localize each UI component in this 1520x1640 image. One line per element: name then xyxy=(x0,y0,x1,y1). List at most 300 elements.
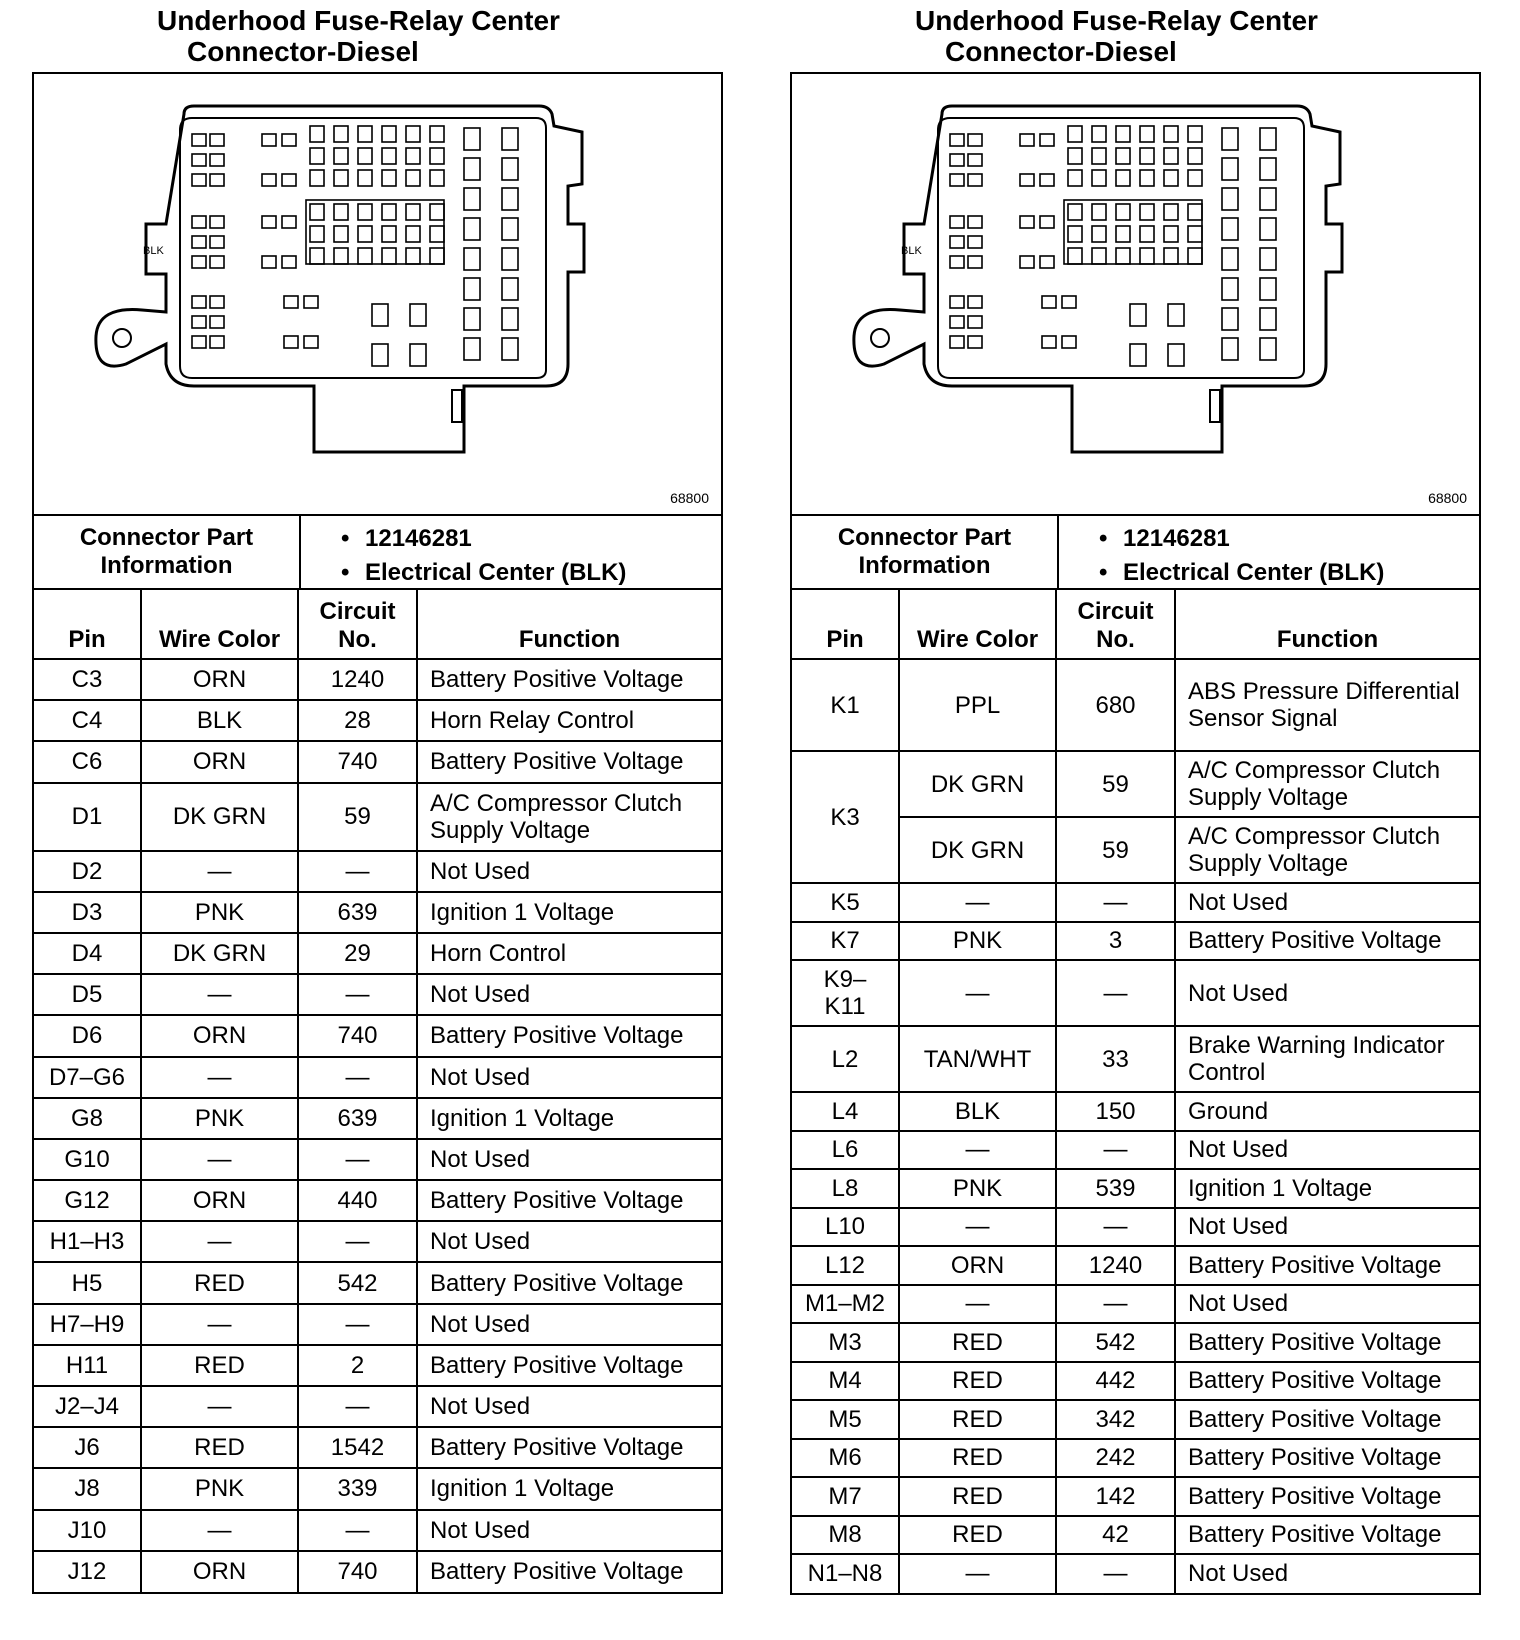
fuse-cavity xyxy=(192,216,206,228)
fuse-block-drawing xyxy=(34,74,721,514)
cell-wire-color: ORN xyxy=(141,659,298,700)
fuse-cavity xyxy=(1116,126,1130,142)
title-line-1: Underhood Fuse-Relay Center xyxy=(915,5,1318,36)
fuse-cavity xyxy=(430,226,444,242)
fuse-cavity xyxy=(1062,296,1076,308)
fuse-cavity xyxy=(304,336,318,348)
table-row xyxy=(34,1468,721,1509)
fuse-cavity xyxy=(950,296,964,308)
header-circuit-no: Circuit No. xyxy=(1056,590,1175,659)
connector-diagram xyxy=(792,74,1479,516)
cell-pin: M6 xyxy=(792,1439,899,1478)
cell-circuit: 740 xyxy=(298,1551,417,1592)
cell-wire-color: PNK xyxy=(899,922,1056,961)
cell-function: Horn Relay Control xyxy=(417,700,721,741)
table-row xyxy=(34,892,721,933)
fuse-cavity xyxy=(1168,304,1184,326)
fuse-cavity xyxy=(310,248,324,264)
cell-circuit: 639 xyxy=(298,892,417,933)
table-row xyxy=(34,1180,721,1221)
table-row xyxy=(792,1400,1479,1439)
cell-circuit: — xyxy=(298,1057,417,1098)
fuse-cavity xyxy=(262,134,276,146)
cell-wire-color: PNK xyxy=(899,1169,1056,1208)
fuse-cavity xyxy=(1164,170,1178,186)
cell-circuit: — xyxy=(298,1221,417,1262)
cell-pin: L12 xyxy=(792,1246,899,1285)
cell-circuit: 33 xyxy=(1056,1026,1175,1092)
cell-wire-color: RED xyxy=(141,1427,298,1468)
cell-circuit: 29 xyxy=(298,933,417,974)
fuse-cavity xyxy=(1222,158,1238,180)
cell-wire-color: — xyxy=(141,1510,298,1551)
fuse-cavity xyxy=(210,216,224,228)
cell-circuit: 2 xyxy=(298,1345,417,1386)
fuse-cavity xyxy=(1140,204,1154,220)
cell-pin: D4 xyxy=(34,933,141,974)
fuse-cavity xyxy=(430,126,444,142)
fuse-cavity xyxy=(1068,226,1082,242)
cell-function: Ignition 1 Voltage xyxy=(1175,1169,1479,1208)
cell-circuit: — xyxy=(1056,1208,1175,1247)
title-line-1: Underhood Fuse-Relay Center xyxy=(157,5,560,36)
cell-wire-color: — xyxy=(899,1285,1056,1324)
fuse-cavity xyxy=(406,126,420,142)
fuse-cavity xyxy=(1188,226,1202,242)
cell-wire-color: DK GRN xyxy=(899,817,1056,883)
cell-circuit: 440 xyxy=(298,1180,417,1221)
cell-pin: K7 xyxy=(792,922,899,961)
fuse-cavity xyxy=(358,170,372,186)
fuse-cavity xyxy=(1164,248,1178,264)
table-row xyxy=(792,1362,1479,1401)
fuse-cavity xyxy=(1222,248,1238,270)
fuse-cavity xyxy=(502,278,518,300)
table-row xyxy=(792,1516,1479,1555)
fuse-cavity xyxy=(310,170,324,186)
cell-pin: M3 xyxy=(792,1323,899,1362)
cell-circuit: 740 xyxy=(298,1015,417,1056)
fuse-cavity xyxy=(1042,296,1056,308)
fuse-cavity xyxy=(210,174,224,186)
fuse-cavity xyxy=(950,134,964,146)
cell-pin: K1 xyxy=(792,659,899,751)
cell-function: Horn Control xyxy=(417,933,721,974)
cell-pin: M8 xyxy=(792,1516,899,1555)
cell-circuit: — xyxy=(1056,1554,1175,1593)
fuse-cavity xyxy=(406,148,420,164)
cell-wire-color: TAN/WHT xyxy=(899,1026,1056,1092)
table-row xyxy=(792,960,1479,1026)
cell-pin: M5 xyxy=(792,1400,899,1439)
cell-function: Battery Positive Voltage xyxy=(417,741,721,782)
fuse-cavity xyxy=(968,336,982,348)
cell-function: Battery Positive Voltage xyxy=(1175,1439,1479,1478)
cell-circuit: 542 xyxy=(298,1262,417,1303)
cell-pin: J10 xyxy=(34,1510,141,1551)
table-header-row xyxy=(34,590,721,659)
cell-wire-color: PPL xyxy=(899,659,1056,751)
fuse-cavities xyxy=(192,126,518,366)
fuse-cavity xyxy=(304,296,318,308)
table-row xyxy=(34,933,721,974)
fuse-cavity xyxy=(1068,148,1082,164)
part-info-values xyxy=(1059,516,1479,588)
cell-circuit: — xyxy=(298,1139,417,1180)
cell-pin: L4 xyxy=(792,1092,899,1131)
cell-function: Battery Positive Voltage xyxy=(1175,1362,1479,1401)
fuse-cavity xyxy=(358,126,372,142)
cell-function: Battery Positive Voltage xyxy=(417,1180,721,1221)
fuse-cavity xyxy=(502,308,518,330)
cell-function: Battery Positive Voltage xyxy=(1175,1516,1479,1555)
table-row xyxy=(792,1092,1479,1131)
cell-wire-color: — xyxy=(141,1386,298,1427)
table-row xyxy=(792,1246,1479,1285)
fuse-cavity xyxy=(464,188,480,210)
cell-wire-color: ORN xyxy=(141,1015,298,1056)
table-row xyxy=(792,659,1479,751)
cell-function: Not Used xyxy=(417,974,721,1015)
fuse-cavity xyxy=(1260,158,1276,180)
fuse-cavity xyxy=(1116,248,1130,264)
cell-pin: H11 xyxy=(34,1345,141,1386)
fuse-cavity xyxy=(210,336,224,348)
cell-circuit: 740 xyxy=(298,741,417,782)
fuse-cavity xyxy=(210,296,224,308)
cell-pin: N1–N8 xyxy=(792,1554,899,1593)
part-number: 12146281 xyxy=(1123,525,1230,552)
fuse-cavity xyxy=(1068,204,1082,220)
fuse-cavity xyxy=(1130,344,1146,366)
table-row xyxy=(792,922,1479,961)
cell-pin: C6 xyxy=(34,741,141,782)
header-wire-color: Wire Color xyxy=(141,590,298,659)
fuse-cavity xyxy=(1140,148,1154,164)
cell-pin: C4 xyxy=(34,700,141,741)
cell-circuit: 639 xyxy=(298,1098,417,1139)
table-row xyxy=(34,1427,721,1468)
fuse-cavity xyxy=(410,344,426,366)
fuse-cavity xyxy=(282,134,296,146)
fuse-cavity xyxy=(430,170,444,186)
header-pin: Pin xyxy=(34,590,141,659)
cell-pin: L8 xyxy=(792,1169,899,1208)
cell-pin: K9–K11 xyxy=(792,960,899,1026)
cell-wire-color: — xyxy=(141,1139,298,1180)
cell-pin: D6 xyxy=(34,1015,141,1056)
cell-function: Battery Positive Voltage xyxy=(417,1427,721,1468)
cell-function: Not Used xyxy=(1175,883,1479,922)
cell-pin: G10 xyxy=(34,1139,141,1180)
fuse-cavity xyxy=(334,170,348,186)
cell-function: Not Used xyxy=(417,1221,721,1262)
table-row xyxy=(792,1477,1479,1516)
table-row xyxy=(792,1323,1479,1362)
bullet-icon: • xyxy=(1099,525,1108,552)
fuse-cavity xyxy=(210,236,224,248)
fuse-cavity xyxy=(1140,126,1154,142)
panel-title xyxy=(790,0,1481,72)
cell-pin: L6 xyxy=(792,1131,899,1170)
cell-wire-color: — xyxy=(141,1304,298,1345)
cell-function: Ground xyxy=(1175,1092,1479,1131)
cell-wire-color: — xyxy=(899,1554,1056,1593)
cell-wire-color: RED xyxy=(899,1516,1056,1555)
fuse-cavity xyxy=(1164,204,1178,220)
cell-circuit: 59 xyxy=(298,783,417,851)
fuse-cavity xyxy=(284,296,298,308)
cell-function: A/C Compressor Clutch Supply Voltage xyxy=(1175,751,1479,817)
fuse-cavity xyxy=(358,248,372,264)
fuse-cavity xyxy=(464,218,480,240)
cell-wire-color: DK GRN xyxy=(141,783,298,851)
cell-circuit: 339 xyxy=(298,1468,417,1509)
fuse-cavity xyxy=(502,218,518,240)
cell-function: Battery Positive Voltage xyxy=(417,1262,721,1303)
table-row xyxy=(792,1131,1479,1170)
fuse-cavity xyxy=(1092,226,1106,242)
fuse-cavity xyxy=(382,126,396,142)
fuse-cavity xyxy=(1222,308,1238,330)
cell-wire-color: — xyxy=(141,1057,298,1098)
cell-circuit: — xyxy=(298,1510,417,1551)
figure-number: 68800 xyxy=(1428,490,1467,506)
connector-diagram xyxy=(34,74,721,516)
panel-title xyxy=(32,0,723,72)
cell-function: Not Used xyxy=(1175,960,1479,1026)
cell-function: Ignition 1 Voltage xyxy=(417,1468,721,1509)
cell-function: A/C Compressor Clutch Supply Voltage xyxy=(417,783,721,851)
cell-circuit: 59 xyxy=(1056,817,1175,883)
cell-circuit: 680 xyxy=(1056,659,1175,751)
cell-pin: K5 xyxy=(792,883,899,922)
cell-circuit: 542 xyxy=(1056,1323,1175,1362)
fuse-cavity xyxy=(1040,174,1054,186)
title-line-2: Connector-Diesel xyxy=(945,36,1177,67)
fuse-cavity xyxy=(968,216,982,228)
fuse-cavity xyxy=(1068,248,1082,264)
table-row xyxy=(34,1057,721,1098)
fuse-cavity xyxy=(1130,304,1146,326)
table-row xyxy=(34,1345,721,1386)
connector-frame xyxy=(790,72,1481,1595)
fuse-cavity xyxy=(968,296,982,308)
part-info xyxy=(792,516,1479,590)
header-function: Function xyxy=(1175,590,1479,659)
cell-circuit: 442 xyxy=(1056,1362,1175,1401)
fuse-cavity xyxy=(1260,278,1276,300)
cell-pin: D5 xyxy=(34,974,141,1015)
fuse-cavity xyxy=(950,336,964,348)
cell-wire-color: BLK xyxy=(899,1092,1056,1131)
table-row xyxy=(34,659,721,700)
fuse-cavity xyxy=(410,304,426,326)
header-circuit-no: Circuit No. xyxy=(298,590,417,659)
cell-circuit: — xyxy=(1056,1131,1175,1170)
cell-wire-color: PNK xyxy=(141,1098,298,1139)
cell-circuit: 1240 xyxy=(298,659,417,700)
fuse-cavity xyxy=(1116,170,1130,186)
fuse-cavity xyxy=(502,338,518,360)
cell-function: Ignition 1 Voltage xyxy=(417,1098,721,1139)
fuse-cavity xyxy=(1222,188,1238,210)
cell-wire-color: DK GRN xyxy=(899,751,1056,817)
cell-wire-color: — xyxy=(141,1221,298,1262)
fuse-cavity xyxy=(968,134,982,146)
cell-wire-color: RED xyxy=(899,1400,1056,1439)
fuse-cavity xyxy=(1164,148,1178,164)
cell-function: Not Used xyxy=(417,1057,721,1098)
fuse-cavity xyxy=(1020,134,1034,146)
table-row xyxy=(34,851,721,892)
title-line-2: Connector-Diesel xyxy=(187,36,419,67)
fuse-cavity xyxy=(334,204,348,220)
fuse-cavity xyxy=(1140,170,1154,186)
fuse-cavity xyxy=(382,226,396,242)
fuse-block-drawing xyxy=(792,74,1479,514)
cell-circuit: — xyxy=(298,1386,417,1427)
fuse-cavity xyxy=(334,126,348,142)
table-row xyxy=(34,1510,721,1551)
fuse-cavity xyxy=(950,174,964,186)
fuse-cavity xyxy=(1222,278,1238,300)
fuse-cavity xyxy=(430,148,444,164)
table-row xyxy=(34,741,721,782)
fuse-cavity xyxy=(1092,126,1106,142)
cell-wire-color: — xyxy=(141,974,298,1015)
cell-pin: L2 xyxy=(792,1026,899,1092)
cell-function: Battery Positive Voltage xyxy=(417,1015,721,1056)
table-row xyxy=(34,1304,721,1345)
fuse-cavity xyxy=(1140,226,1154,242)
fuse-cavity xyxy=(192,316,206,328)
table-row xyxy=(792,1169,1479,1208)
table-row xyxy=(34,1015,721,1056)
fuse-cavity xyxy=(1116,226,1130,242)
cell-pin: M1–M2 xyxy=(792,1285,899,1324)
blk-label: BLK xyxy=(143,245,164,257)
cell-pin: H7–H9 xyxy=(34,1304,141,1345)
fuse-cavity xyxy=(310,126,324,142)
fuse-cavity xyxy=(1260,338,1276,360)
fuse-cavity xyxy=(1260,308,1276,330)
fuse-cavity xyxy=(406,248,420,264)
fuse-cavity xyxy=(334,248,348,264)
fuse-cavity xyxy=(372,304,388,326)
cell-pin: G8 xyxy=(34,1098,141,1139)
fuse-cavity xyxy=(1188,126,1202,142)
blk-label: BLK xyxy=(901,245,922,257)
fuse-cavity xyxy=(382,204,396,220)
cell-circuit: — xyxy=(298,851,417,892)
cell-circuit: 142 xyxy=(1056,1477,1175,1516)
pin-table xyxy=(34,590,721,1592)
fuse-cavity xyxy=(502,188,518,210)
fuse-cavity xyxy=(1020,216,1034,228)
header-function: Function xyxy=(417,590,721,659)
cell-circuit: 28 xyxy=(298,700,417,741)
fuse-cavity xyxy=(502,158,518,180)
fuse-cavity xyxy=(968,236,982,248)
fuse-cavity xyxy=(192,336,206,348)
cell-pin: M4 xyxy=(792,1362,899,1401)
fuse-cavity xyxy=(406,204,420,220)
fuse-cavity xyxy=(192,256,206,268)
fuse-cavity xyxy=(310,226,324,242)
cell-function: Battery Positive Voltage xyxy=(417,1551,721,1592)
fuse-cavity xyxy=(1020,256,1034,268)
cell-wire-color: — xyxy=(899,1131,1056,1170)
bullet-icon: • xyxy=(1099,559,1108,586)
fuse-cavity xyxy=(310,148,324,164)
cell-function: Battery Positive Voltage xyxy=(1175,1477,1479,1516)
fuse-cavity xyxy=(430,204,444,220)
cell-circuit: — xyxy=(1056,1285,1175,1324)
cell-function: Battery Positive Voltage xyxy=(1175,1400,1479,1439)
fuse-cavity xyxy=(358,204,372,220)
fuse-cavity xyxy=(950,216,964,228)
part-info-label: Connector Part Information xyxy=(792,516,1059,588)
cell-circuit: 539 xyxy=(1056,1169,1175,1208)
fuse-cavity xyxy=(1188,170,1202,186)
cell-wire-color: PNK xyxy=(141,1468,298,1509)
cell-pin: H5 xyxy=(34,1262,141,1303)
fuse-cavity xyxy=(192,174,206,186)
cell-pin: D1 xyxy=(34,783,141,851)
table-row xyxy=(34,1386,721,1427)
fuse-cavity xyxy=(1164,126,1178,142)
fuse-cavity xyxy=(1092,248,1106,264)
cell-function: Not Used xyxy=(1175,1554,1479,1593)
table-row xyxy=(34,1139,721,1180)
fuse-cavity xyxy=(1222,128,1238,150)
cell-pin: J8 xyxy=(34,1468,141,1509)
fuse-cavity xyxy=(1040,134,1054,146)
cell-circuit: 242 xyxy=(1056,1439,1175,1478)
cell-pin: C3 xyxy=(34,659,141,700)
figure-number: 68800 xyxy=(670,490,709,506)
fuse-cavity xyxy=(310,204,324,220)
fuse-cavity xyxy=(406,226,420,242)
fuse-cavity xyxy=(464,278,480,300)
cell-circuit: 150 xyxy=(1056,1092,1175,1131)
cell-function: Not Used xyxy=(417,1139,721,1180)
fuse-cavity xyxy=(382,170,396,186)
cell-pin: M7 xyxy=(792,1477,899,1516)
fuse-cavity xyxy=(1222,338,1238,360)
cell-function: Not Used xyxy=(1175,1285,1479,1324)
fuse-cavity xyxy=(1140,248,1154,264)
cell-pin: J6 xyxy=(34,1427,141,1468)
fuse-cavity xyxy=(192,236,206,248)
cell-function: Not Used xyxy=(417,1510,721,1551)
fuse-cavity xyxy=(464,308,480,330)
bullet-icon: • xyxy=(341,525,350,552)
fuse-cavity xyxy=(950,316,964,328)
fuse-cavity xyxy=(1092,204,1106,220)
cell-wire-color: — xyxy=(899,960,1056,1026)
fuse-cavity xyxy=(464,248,480,270)
fuse-cavity xyxy=(210,134,224,146)
cell-circuit: 59 xyxy=(1056,751,1175,817)
fuse-cavity xyxy=(282,174,296,186)
fuse-cavity xyxy=(382,248,396,264)
cell-pin: G12 xyxy=(34,1180,141,1221)
fuse-cavity xyxy=(192,296,206,308)
table-row xyxy=(34,1221,721,1262)
table-row xyxy=(792,1285,1479,1324)
